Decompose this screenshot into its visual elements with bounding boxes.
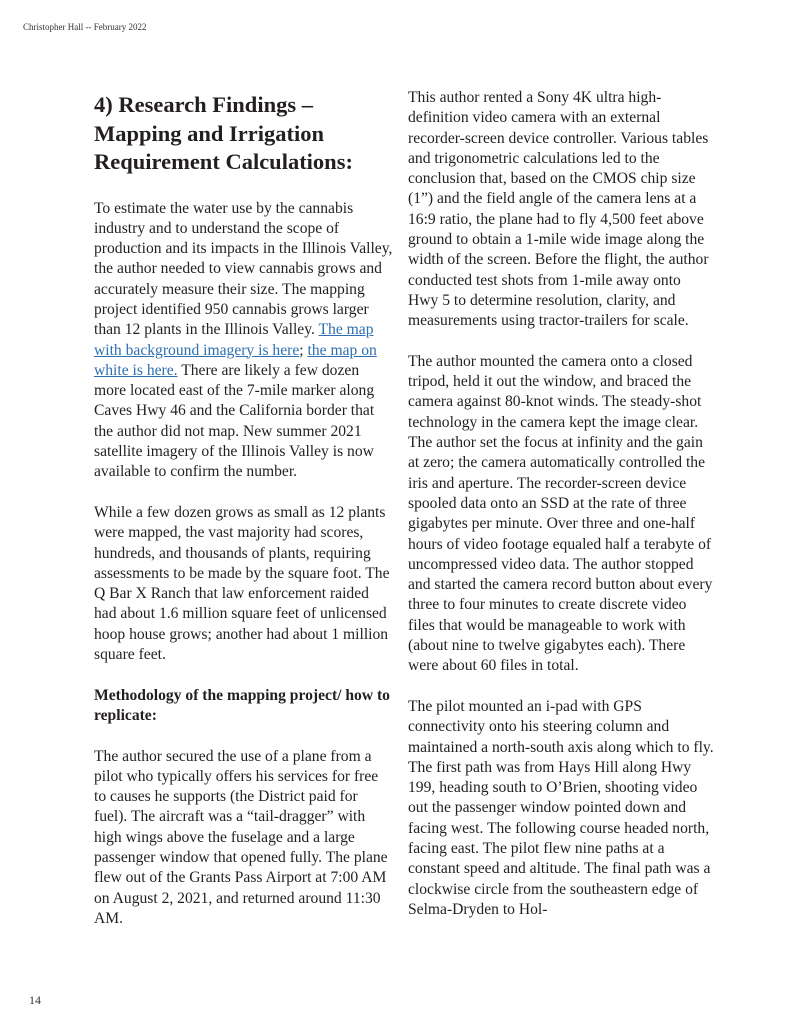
page-number: 14 [29, 993, 41, 1007]
flight-path-paragraph: The pilot mounted an i-pad with GPS connectivity onto his steering column and maintained a north-south axis along which to fly. The first path was from Hays Hill along Hwy 199, heading south to O’Brien, shooting video out the passenger window pointed down and facing west. The following course headed north, facing east. The pilot flew nine paths at a constant speed and altitude. The final path was a clockwise circle from the southeastern edge of Selma-Dryden to Hol- [408, 697, 714, 918]
methodology-subheading: Methodology of the mapping project/ how to replicate: [94, 686, 390, 724]
grow-size-paragraph: While a few dozen grows as small as 12 plants were mapped, the vast majority had scores, hundreds, and thousands of plants, requiring assessments to be made by the square foot. The Q Bar X Ranch that law enforcement raided had about 1.6 million square feet of unlicensed hoop house grows; another had about 1 million square feet. [94, 503, 390, 664]
plane-paragraph: The author secured the use of a plane from a pilot who typically offers his services for free to causes he supports (the District paid for fuel). The aircraft was a “tail-dragger” with high wings above the fuselage and a large passenger window that opened fully. The plane flew out of the Grants Pass Airport at 7:00 AM on August 2, 2021, and returned around 11:30 AM. [94, 747, 388, 927]
intro-text-before-link: To estimate the water use by the cannabis industry and to understand the scope of production and its impacts in the Illinois Valley, the author needed to view cannabis grows and accurately measure their size. The mapping project identified 950 cannabis grows larger than 12 plants in the Illinois Valley. [94, 199, 393, 339]
mounting-paragraph: The author mounted the camera onto a closed tripod, held it out the window, and braced the camera against 80-knot winds. The steady-shot technology in the camera kept the image clear. The author set the focus at infinity and the gain at zero; the camera automatically controlled the iris and aperture. The recorder-screen device spooled data onto an SSD at the rate of three gigabytes per minute. Over three and one-half hours of video footage equaled half a terabyte of uncompressed video data. The author stopped and started the camera record button about every three to four minutes to create discrete video files that would be manageable to work with (about nine to twelve gigabytes each). There were about 60 files in total. [408, 352, 713, 675]
link-separator: ; [299, 341, 308, 359]
map-on-white-link[interactable]: the map on white is here. [94, 341, 377, 379]
left-column [94, 88, 394, 949]
camera-paragraph: This author rented a Sony 4K ultra high-definition video camera with an external recorder-screen device controller. Various tables and trigonometric calculations led to the conclusion that, based on the CMOS chip size (1”) and the field angle of the camera lens at a 16:9 ratio, the plane had to fly 4,500 feet above ground to obtain a 1-mile wide image along the width of the screen. Before the flight, the author conducted test shots from 1-mile away onto Hwy 5 to determine resolution, clarity, and measurements using tractor-trailers for scale. [408, 89, 709, 330]
running-header: Christopher Hall -- February 2022 [23, 22, 147, 32]
intro-paragraph [94, 199, 394, 483]
intro-text-after-link: There are likely a few dozen more located east of the 7-mile marker along Caves Hwy 46 and the California border that the author did not map. New summer 2021 satellite imagery of the Illinois Valley is now available to confirm the number. [94, 361, 375, 481]
map-background-imagery-link[interactable]: The map with background imagery is here [94, 321, 374, 359]
section-title: 4) Research Findings – Mapping and Irrigation Requirement Calculations: [94, 92, 353, 174]
right-column [408, 88, 714, 940]
